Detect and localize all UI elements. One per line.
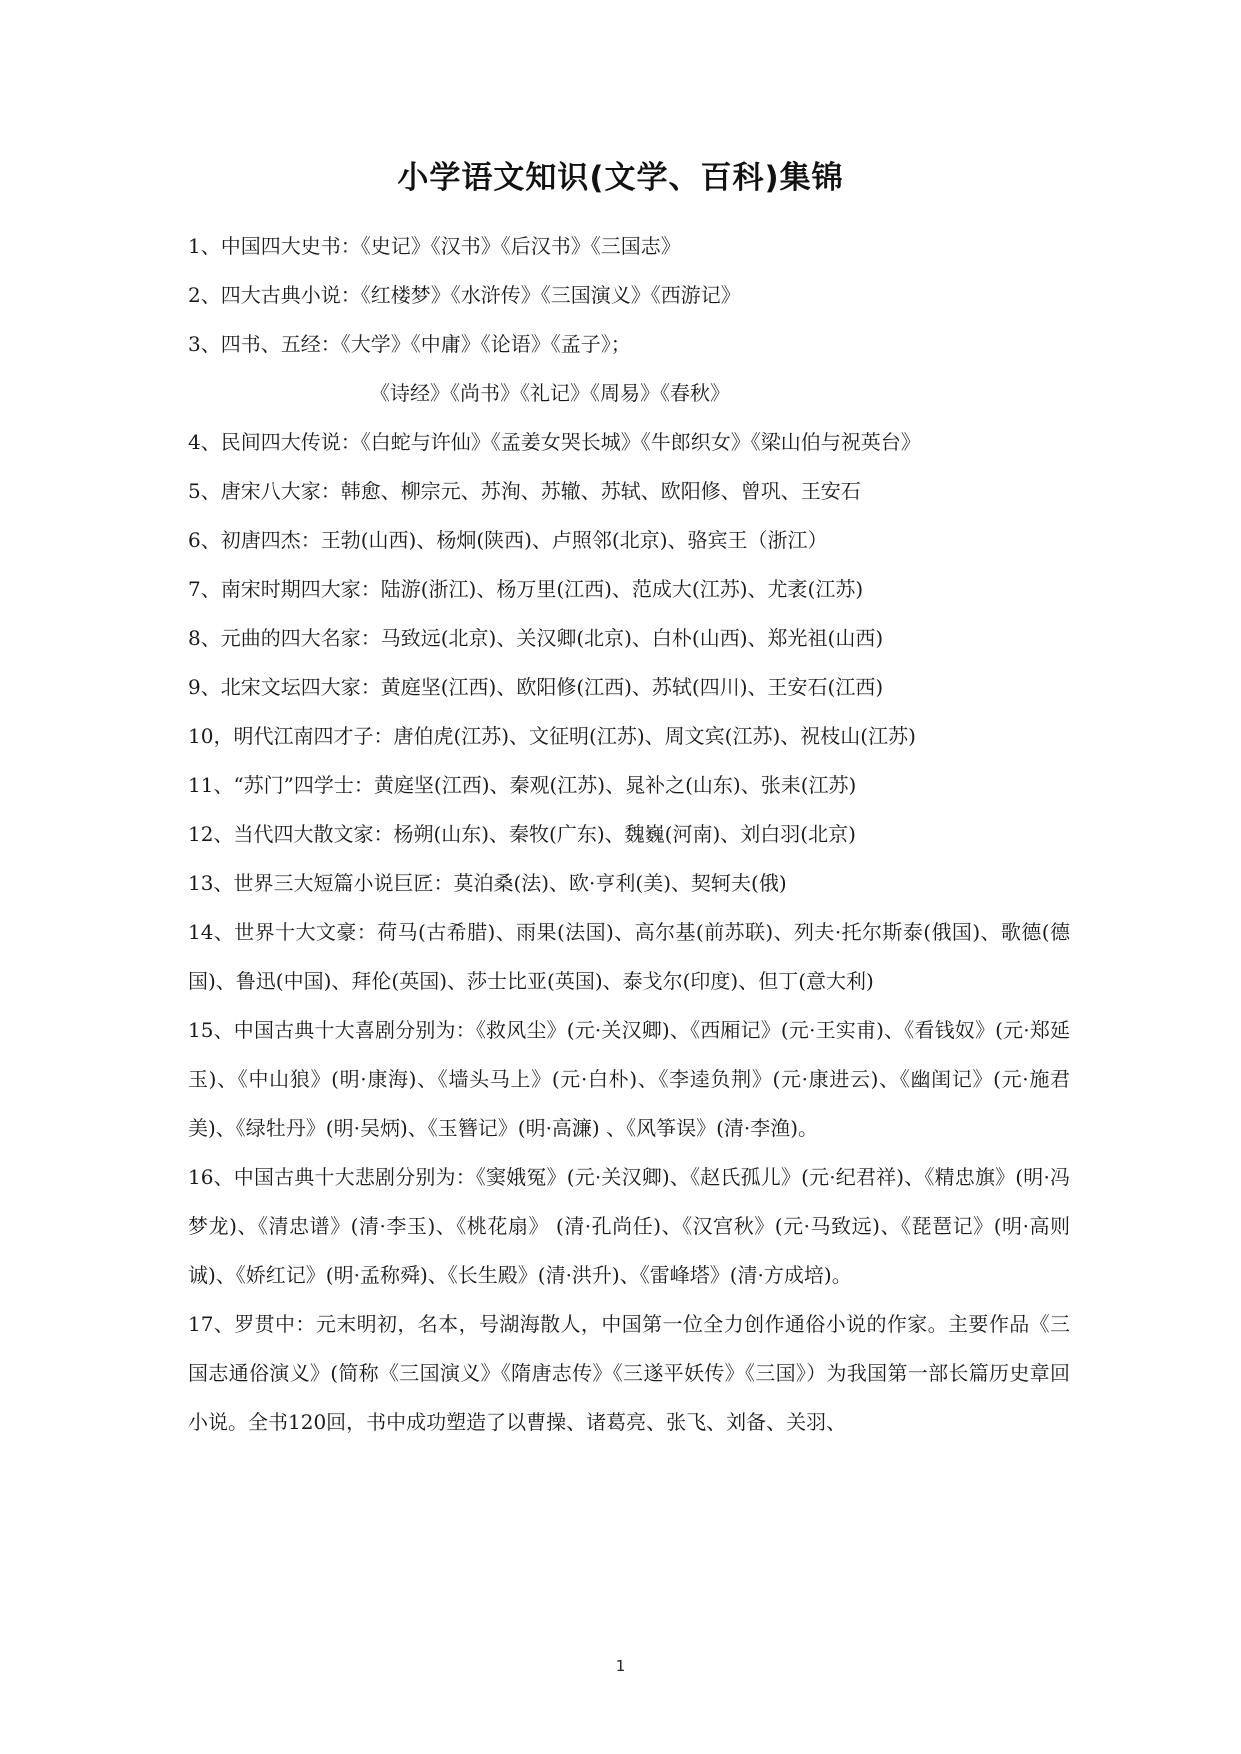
list-item: 12、当代四大散文家：杨朔(山东)、秦牧(广东)、魏巍(河南)、刘白羽(北京) [188,822,856,846]
list-item: 4、民间四大传说：《白蛇与许仙》《孟姜女哭长城》《牛郎织女》《梁山伯与祝英台》 [188,430,921,454]
list-item: 5、唐宋八大家：韩愈、柳宗元、苏洵、苏辙、苏轼、欧阳修、曾巩、王安石 [188,479,861,503]
page-number: 1 [615,1657,626,1675]
list-item: 7、南宋时期四大家：陆游(浙江)、杨万里(江西)、范成大(江苏)、尤袤(江苏) [188,577,864,601]
list-item: 17、罗贯中：元末明初，名本，号湖海散人，中国第一位全力创作通俗小说的作家。主要作品《三国志通俗演义》(简称《三国演义》《隋唐志传》《三遂平妖传》《三国》）为我国第一部长篇历史章回小说。全书120回，书中成功塑造了以曹操、诸葛亮、张飞、刘备、关羽、 [188,1312,1070,1434]
list-item: 10，明代江南四才子：唐伯虎(江苏)、文征明(江苏)、周文宾(江苏)、祝枝山(江苏) [188,724,916,748]
list-item: 15、中国古典十大喜剧分别为：《救风尘》(元·关汉卿)、《西厢记》(元·王实甫)、《看钱奴》(元·郑延玉)、《中山狼》(明·康海)、《墙头马上》(元·白朴)、《李逵负荆》(元·康进云)、《幽闺记》(元·施君美)、《绿牡丹》(明·吴炳)、《玉簪记》(明·高濂) 、《风筝误》(清·李渔)。 [188,1018,1070,1140]
list-item: 13、世界三大短篇小说巨匠：莫泊桑(法)、欧·亨利(美)、契轲夫(俄) [188,871,787,895]
list-item: 16、中国古典十大悲剧分别为：《窦娥冤》(元·关汉卿)、《赵氏孤儿》(元·纪君祥)、《精忠旗》(明·冯梦龙)、《清忠谱》(清·李玉)、《桃花扇》 (清·孔尚任)、《汉宫秋》(元·马致远)、《琵琶记》(明·高则诚)、《娇红记》(明·孟称舜)、《长生殿》(清·洪升)、《雷峰塔》(清·方成培)。 [188,1165,1070,1287]
list-item-continuation: 《诗经》《尚书》《礼记》《周易》《春秋》 [370,381,730,405]
list-item: 11、“苏门”四学士：黄庭坚(江西)、秦观(江苏)、晁补之(山东)、张耒(江苏) [188,773,857,797]
document-body [188,222,1070,1447]
list-item: 1、中国四大史书：《史记》《汉书》《后汉书》《三国志》 [188,234,681,258]
list-item: 9、北宋文坛四大家：黄庭坚(江西)、欧阳修(江西)、苏轼(四川)、王安石(江西) [188,675,884,699]
list-item: 8、元曲的四大名家：马致远(北京)、关汉卿(北京)、白朴(山西)、郑光祖(山西) [188,626,884,650]
list-item: 6、初唐四杰：王勃(山西)、杨炯(陕西)、卢照邻(北京)、骆宾王（浙江） [188,528,828,552]
list-item: 14、世界十大文豪：荷马(古希腊)、雨果(法国)、高尔基(前苏联)、列夫·托尔斯泰(俄国)、歌德(德国)、鲁迅(中国)、拜伦(英国)、莎士比亚(英国)、泰戈尔(印度)、但丁(意大利) [188,920,1070,993]
list-item: 3、四书、五经：《大学》《中庸》《论语》《孟子》； [188,332,631,356]
list-item: 2、四大古典小说：《红楼梦》《水浒传》《三国演义》《西游记》 [188,283,741,307]
page-title: 小学语文知识(文学、百科)集锦 [397,160,844,196]
